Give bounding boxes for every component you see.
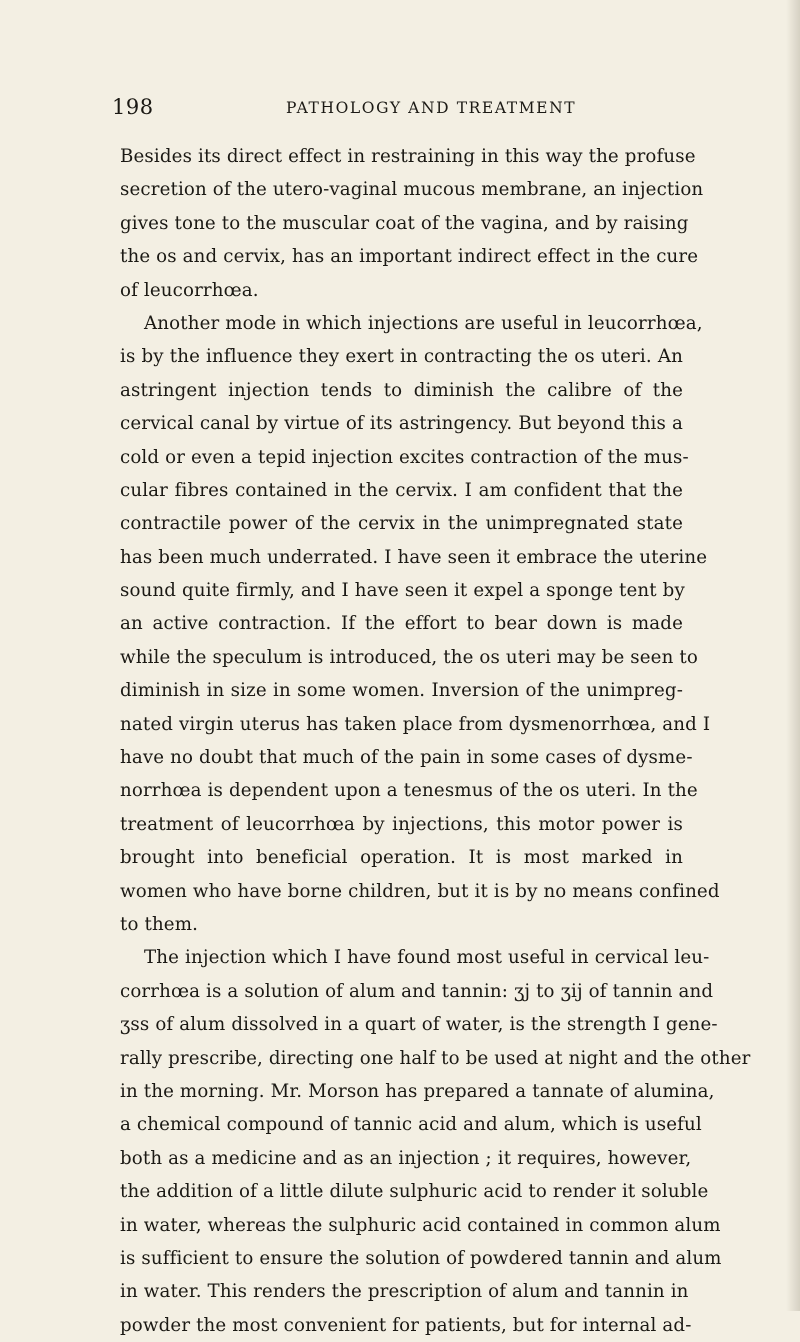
text-line: have no doubt that much of the pain in some cases of dysme- — [120, 747, 693, 769]
text-line: cold or even a tepid injection excites contraction of the mus- — [120, 446, 689, 468]
text-line: sound quite firmly, and I have seen it expel a sponge tent by — [120, 580, 685, 602]
page-edge-shadow — [786, 0, 800, 1311]
text-line: in water. This renders the prescription of alum and tannin in — [120, 1281, 689, 1303]
text-line: Besides its direct effect in restraining in this way the profuse — [120, 146, 696, 167]
text-line: gives tone to the muscular coat of the vagina, and by raising — [120, 212, 689, 234]
text-line: brought into beneficial operation. It is most marked in — [120, 847, 683, 869]
text-line: powder the most convenient for patients, but for internal ad- — [120, 1314, 692, 1336]
body-text — [120, 140, 751, 1342]
text-line: is by the influence they exert in contracting the os uteri. An — [120, 346, 683, 368]
text-line: astringent injection tends to diminish the calibre of the — [120, 379, 683, 401]
text-line: has been much underrated. I have seen it embrace the uterine — [120, 546, 708, 568]
text-line: cular fibres contained in the cervix. I am confident that the — [120, 479, 683, 501]
text-line: norrhœa is dependent upon a tenesmus of the os uteri. In the — [120, 780, 698, 802]
text-line: The injection which I have found most useful in cervical leu- — [144, 947, 710, 969]
page-number: 198 — [112, 95, 154, 119]
text-line: women who have borne children, but it is by no means confined — [120, 880, 720, 902]
text-line: rally prescribe, directing one half to be used at night and the other — [120, 1047, 751, 1069]
text-line: secretion of the utero-vaginal mucous membrane, an injection — [120, 179, 704, 201]
text-line: treatment of leucorrhœa by injections, this motor power is — [120, 813, 683, 835]
text-line: a chemical compound of tannic acid and alum, which is useful — [120, 1114, 702, 1136]
text-line: both as a medicine and as an injection ; it requires, however, — [120, 1147, 692, 1169]
text-line: while the speculum is introduced, the os uteri may be seen to — [120, 646, 698, 668]
text-line: contractile power of the cervix in the unimpregnated state — [120, 513, 683, 535]
text-line: the addition of a little dilute sulphuric acid to render it soluble — [120, 1181, 709, 1203]
text-line: to them. — [120, 913, 199, 935]
text-line: an active contraction. If the effort to bear down is made — [120, 613, 683, 635]
text-line: in water, whereas the sulphuric acid contained in common alum — [120, 1214, 721, 1236]
running-head: PATHOLOGY AND TREATMENT — [286, 99, 577, 117]
text-line: diminish in size in some women. Inversion of the unimpreg- — [120, 680, 683, 702]
text-line: corrhœa is a solution of alum and tannin: ʒj to ʒij of tannin and — [120, 980, 714, 1002]
text-line: Another mode in which injections are useful in leucorrhœa, — [144, 312, 703, 334]
page-header — [112, 94, 702, 120]
text-line: in the morning. Mr. Morson has prepared a tannate of alumina, — [120, 1080, 715, 1102]
text-line: nated virgin uterus has taken place from dysmenorrhœa, and I — [120, 713, 711, 735]
text-line: of leucorrhœa. — [120, 279, 259, 301]
text-line: cervical canal by virtue of its astringency. But beyond this a — [120, 413, 683, 435]
text-line: ʒss of alum dissolved in a quart of water, is the strength I gene- — [120, 1014, 718, 1036]
text-line: is sufficient to ensure the solution of powdered tannin and alum — [120, 1247, 722, 1269]
text-line: the os and cervix, has an important indirect effect in the cure — [120, 246, 699, 268]
